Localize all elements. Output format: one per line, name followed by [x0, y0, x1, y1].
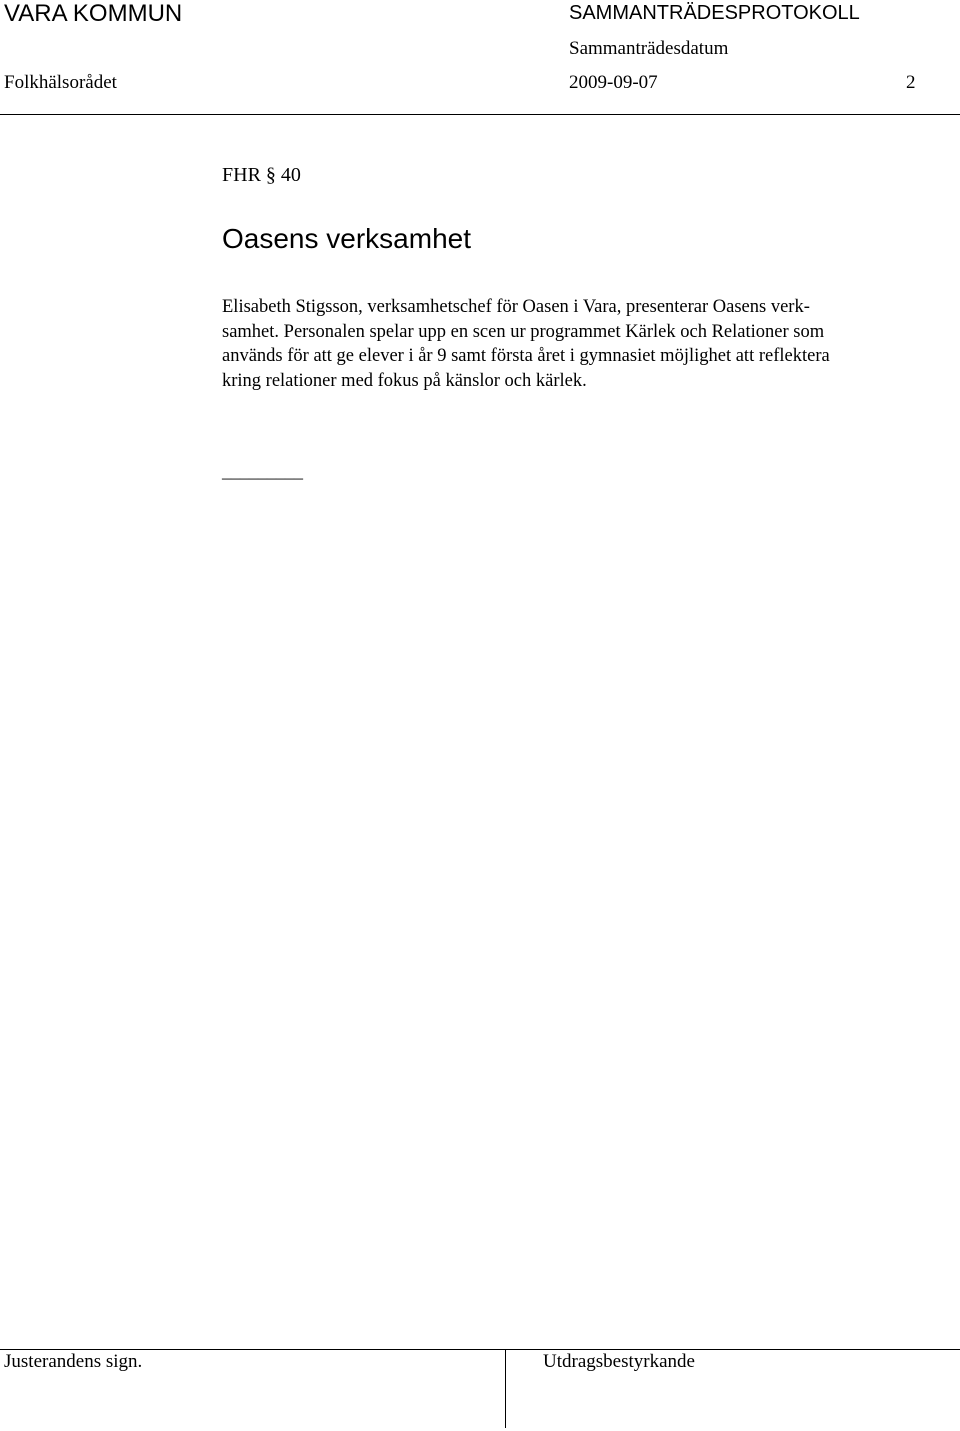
certification-label: Utdragsbestyrkande	[543, 1351, 695, 1372]
body-line: används för att ge elever i år 9 samt första året i gymnasiet möjlighet att reflektera	[222, 346, 830, 366]
signature-label: Justerandens sign.	[4, 1351, 143, 1372]
section-title: Oasens verksamhet	[222, 223, 471, 254]
page-number: 2	[906, 72, 916, 93]
body-line: kring relationer med fokus på känslor och kärlek.	[222, 370, 587, 391]
meeting-date-label: Sammanträdesdatum	[569, 38, 729, 59]
section-end-line: _________	[222, 461, 303, 481]
organization-name: VARA KOMMUN	[4, 0, 183, 27]
footer-column-divider	[505, 1349, 506, 1428]
paragraph-number: FHR § 40	[222, 164, 301, 186]
meeting-date: 2009-09-07	[569, 72, 658, 93]
body-line: Elisabeth Stigsson, verksamhetschef för Oasen i Vara, presenterar Oasens verk-	[222, 297, 810, 317]
footer-divider	[0, 1349, 960, 1350]
document-type: SAMMANTRÄDESPROTOKOLL	[569, 2, 860, 24]
body-line: samhet. Personalen spelar upp en scen ur programmet Kärlek och Relationer som	[222, 321, 825, 342]
committee-name: Folkhälsorådet	[4, 72, 117, 93]
body-text	[222, 295, 922, 393]
header-divider	[0, 114, 960, 115]
